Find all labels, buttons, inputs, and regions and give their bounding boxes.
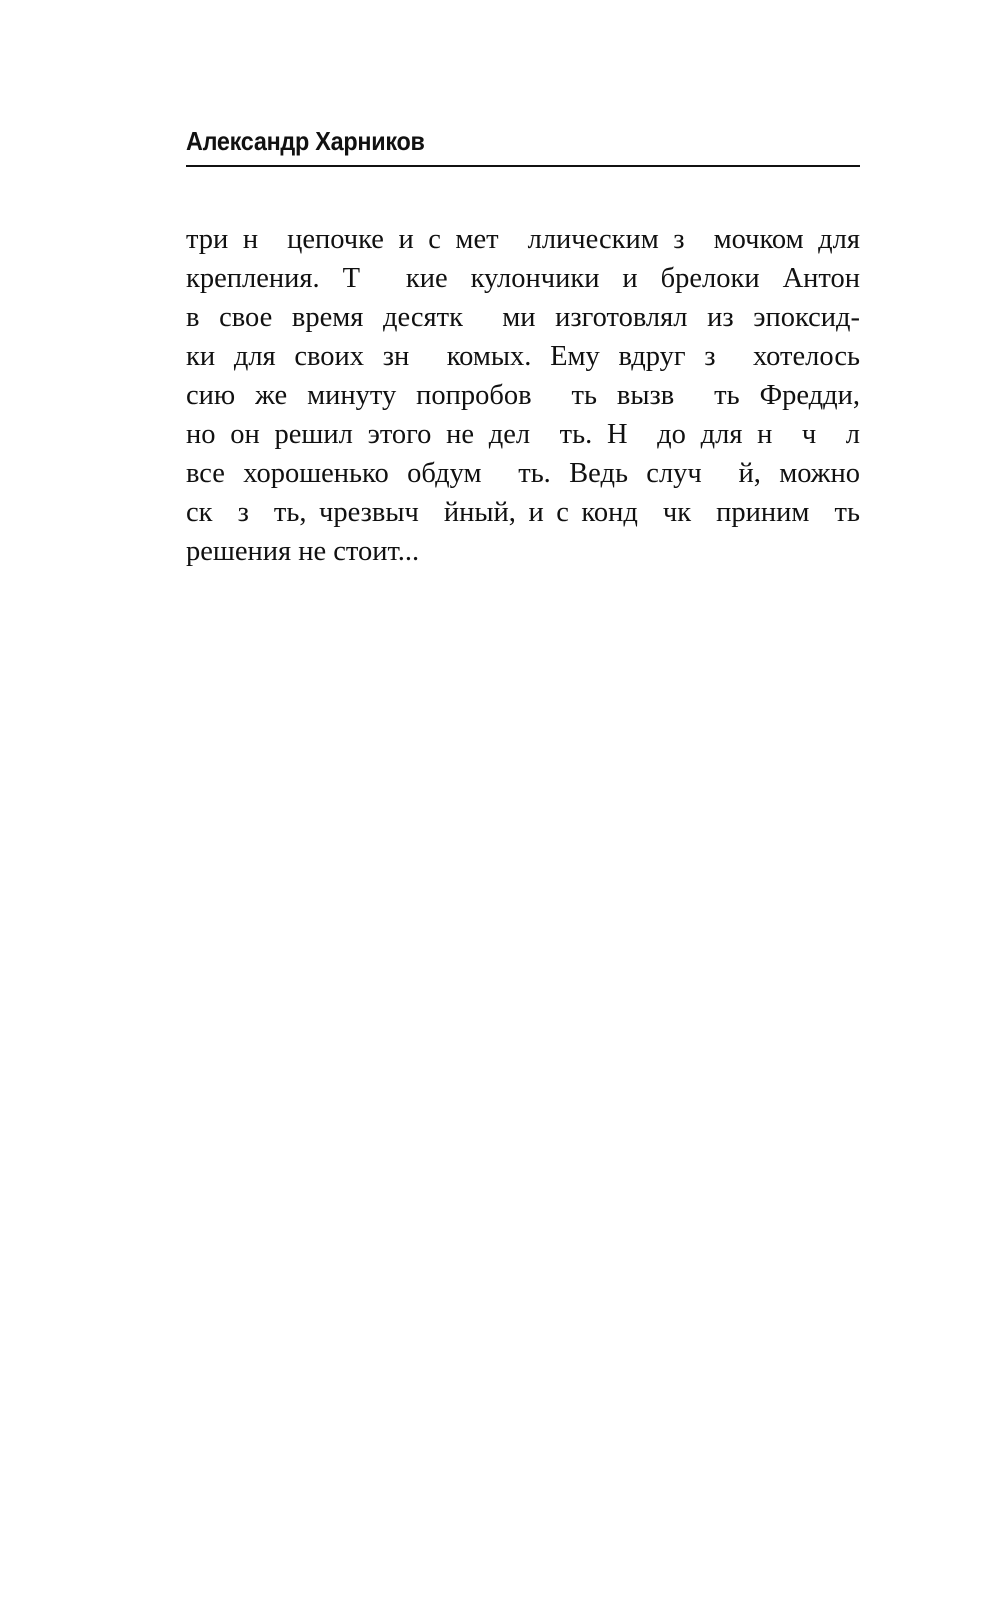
text-line: сию же минуту попробов ть вызв ть Фредди, [186, 380, 860, 411]
text-line: ки для своих зн комых. Ему вдруг з хотелось [186, 341, 860, 372]
text-line: три н цепочке и с мет ллическим з мочком для [186, 224, 860, 255]
body-paragraph [186, 220, 860, 571]
running-head-author: Александр Харников [186, 126, 425, 156]
text-line: в свое время десятк ми изготовлял из эпоксид- [186, 302, 860, 333]
text-line: все хорошенько обдум ть. Ведь случ й, можно [186, 458, 860, 489]
text-line: ск з ть, чрезвыч йный, и с конд чк приним ть [186, 497, 860, 528]
text-line-last: решения не стоит... [186, 536, 420, 567]
text-line: но он решил этого не дел ть. Н до для н ч л [186, 419, 860, 450]
header-rule [186, 165, 860, 167]
text-line: крепления. Т кие кулончики и брелоки Антон [186, 263, 860, 294]
